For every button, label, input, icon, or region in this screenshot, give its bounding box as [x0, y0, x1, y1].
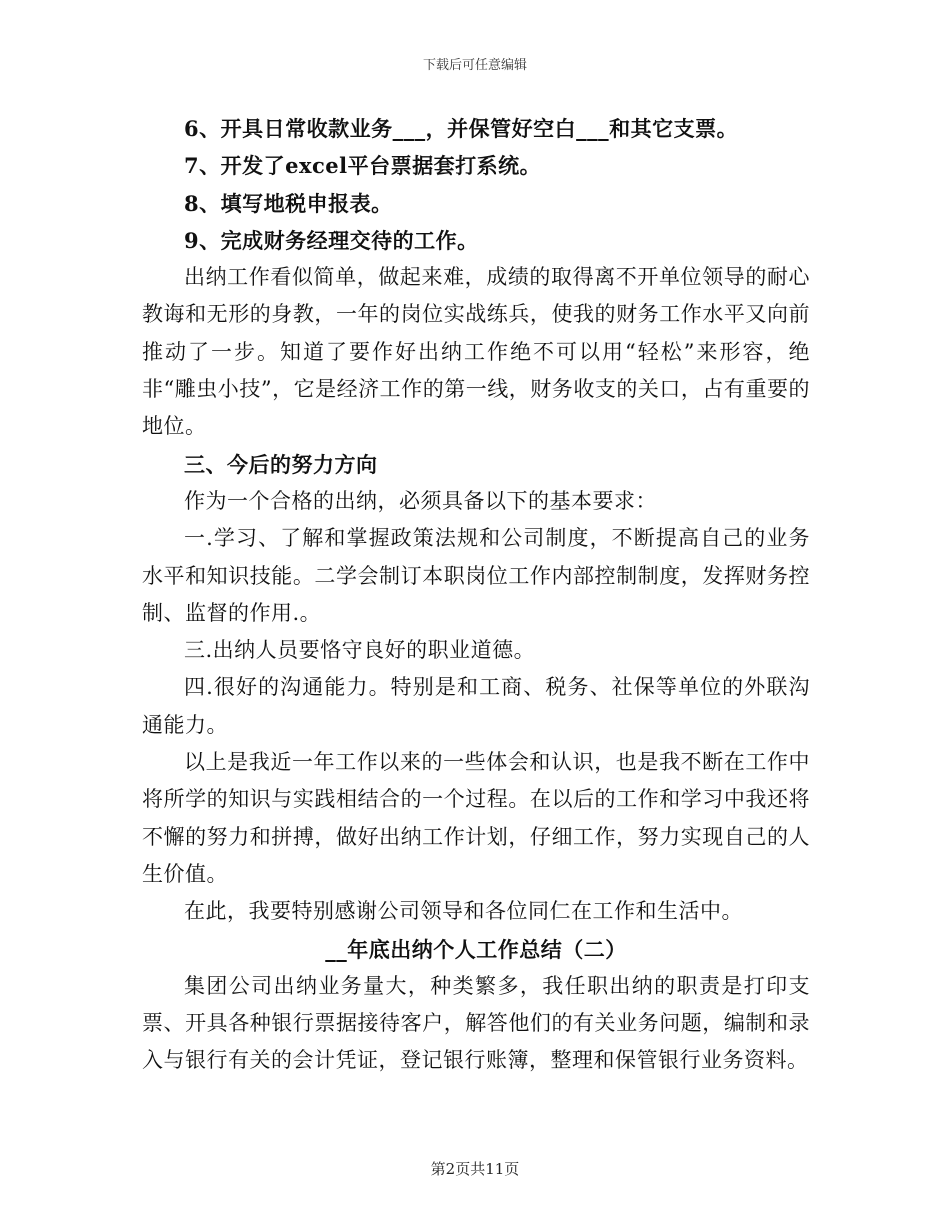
- list-item-6: 6、开具日常收款业务___，并保管好空白___和其它支票。: [184, 116, 739, 141]
- paragraph-duties: 集团公司出纳业务量大，种类繁多，我任职出纳的职责是打印支票、开具各种银行票据接待客户，解答他们的有关业务问题，编制和录入与银行有关的会计凭证，登记银行账簿，整理和保管银行业务资料。: [142, 973, 810, 1073]
- section-heading-future-direction: 三、今后的努力方向: [184, 451, 378, 477]
- paragraph-requirement-1: 一.学习、了解和掌握政策法规和公司制度，不断提高自己的业务水平和知识技能。二学会制订本职岗位工作内部控制制度，发挥财务控制、监督的作用.。: [142, 526, 810, 625]
- paragraph-requirement-4: 四.很好的沟通能力。特别是和工商、税务、社保等单位的外联沟通能力。: [142, 675, 810, 737]
- list-item-9: 9、完成财务经理交待的工作。: [184, 227, 479, 253]
- document-title-part-two: __年底出纳个人工作总结（二）: [325, 936, 627, 962]
- list-item-8: 8、填写地税申报表。: [184, 190, 393, 216]
- paragraph-thanks: 在此，我要特别感谢公司领导和各位同仁在工作和生活中。: [184, 899, 743, 924]
- page-footer: 第2页共11页: [430, 1160, 520, 1178]
- list-item-7: 7、开发了excel平台票据套打系统。: [184, 153, 542, 179]
- document-body: [142, 110, 810, 1080]
- paragraph-requirement-3: 三.出纳人员要恪守良好的职业道德。: [184, 638, 536, 663]
- paragraph-cashier-work: 出纳工作看似简单，做起来难，成绩的取得离不开单位领导的耐心教诲和无形的身教，一年的岗位实战练兵，使我的财务工作水平又向前推动了一步。知道了要作好出纳工作绝不可以用“轻松”来形容，绝非“雕虫小技”，它是经济工作的第一线，财务收支的关口，占有重要的地位。: [142, 265, 810, 439]
- paragraph-requirements-intro: 作为一个合格的出纳，必须具备以下的基本要求：: [184, 488, 657, 513]
- page-header: 下载后可任意编辑: [422, 58, 527, 73]
- paragraph-reflection: 以上是我近一年工作以来的一些体会和认识，也是我不断在工作中将所学的知识与实践相结合的一个过程。在以后的工作和学习中我还将不懈的努力和拼搏，做好出纳工作计划，仔细工作，努力实现自己的人生价值。: [142, 750, 810, 886]
